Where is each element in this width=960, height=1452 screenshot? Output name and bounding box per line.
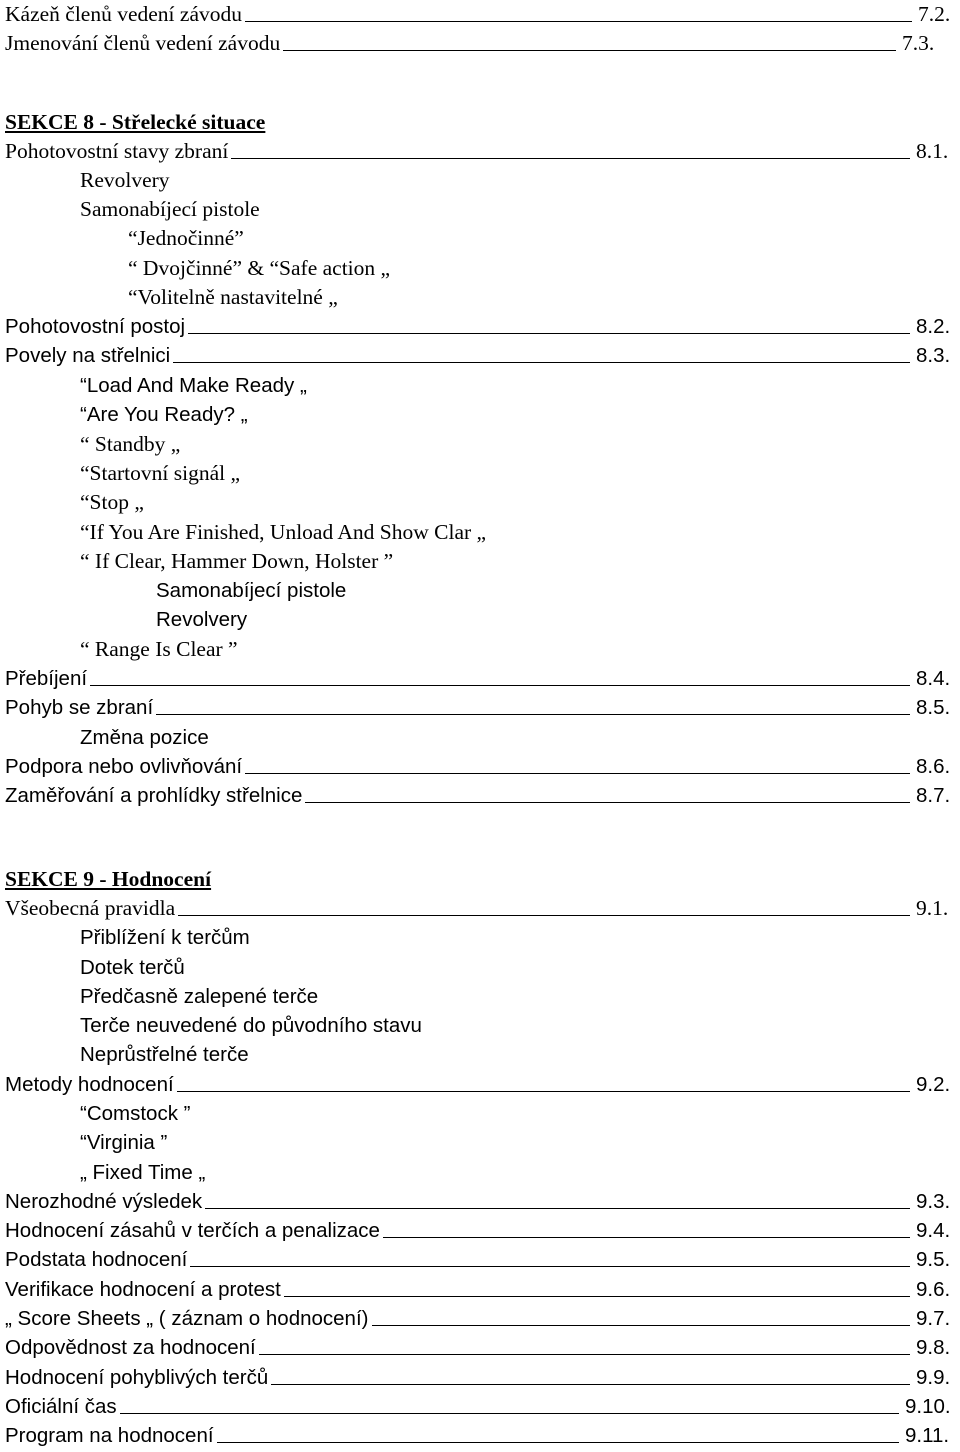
toc-entry [0,312,960,341]
toc-entry-title: Hodnocení pohyblivých terčů [5,1366,269,1389]
toc-entry-title: “Stop „ [80,490,144,514]
toc-entry-title: Jmenování členů vedení závodu [5,31,281,55]
toc-entry [0,781,960,810]
toc-entry-title: Terče neuvedené do původního stavu [80,1014,422,1037]
toc-entry-title: Program na hodnocení [5,1424,214,1447]
toc-entry-number: 9.6. [916,1278,951,1301]
leader-line [178,915,910,916]
toc-entry [0,1363,960,1392]
toc-entry-number: 9.10. [905,1395,951,1418]
toc-entry [0,0,960,29]
toc-entry [0,1070,960,1099]
toc-entry-title: „ Score Sheets „ ( záznam o hodnocení) [5,1307,369,1330]
toc-entry-title: Neprůstřelné terče [80,1043,249,1066]
toc-entry-title: Kázeň členů vedení závodu [5,2,242,26]
toc-entry-title: “ Dvojčinné” & “Safe action „ [128,256,391,280]
toc-subitem [0,982,960,1011]
toc-entry [0,137,960,166]
toc-entry-title: Samonabíjecí pistole [80,197,260,221]
toc-entry-title: Odpovědnost za hodnocení [5,1336,256,1359]
toc-entry-title: Metody hodnocení [5,1073,174,1096]
toc-entry [0,1304,960,1333]
toc-subitem [0,576,960,605]
toc-entry-number: 8.7. [916,784,951,807]
toc-entry [0,1216,960,1245]
toc-entry-title: “Comstock ” [80,1102,191,1125]
section-heading-text: SEKCE 9 - Hodnocení [5,867,212,891]
toc-entry-number: 9.3. [916,1190,951,1213]
toc-subitem [0,283,960,312]
toc-entry-title: Podpora nebo ovlivňování [5,755,243,778]
leader-line [284,1296,910,1297]
toc-entry-title: „ Fixed Time „ [80,1161,206,1184]
toc-subitem [0,224,960,253]
toc-entry-number: 8.5. [916,696,951,719]
toc-entry-number: 9.4. [916,1219,951,1242]
toc-subitem [0,400,960,429]
toc-entry [0,1187,960,1216]
toc-subitem [0,605,960,634]
leader-line [231,158,910,159]
toc-entry-number: 9.5. [916,1248,951,1271]
toc-subitem [0,166,960,195]
toc-subitem [0,254,960,283]
toc-entry-title: “Are You Ready? „ [80,403,248,426]
toc-subitem [0,1099,960,1128]
toc-entry [0,341,960,370]
leader-line [90,685,910,686]
toc-entry-number: 9.8. [916,1336,951,1359]
toc-entry [0,29,960,58]
toc-entry-number: 8.3. [916,344,951,367]
toc-entry-title: Pohotovostní postoj [5,315,186,338]
toc-entry-title: “ Range Is Clear ” [80,637,238,661]
toc-entry-title: Dotek terčů [80,956,185,979]
toc-entry-title: Revolvery [80,168,170,192]
toc-entry-title: Hodnocení zásahů v terčích a penalizace [5,1219,380,1242]
leader-line [372,1325,910,1326]
toc-entry [0,752,960,781]
toc-entry-title: “Startovní signál „ [80,461,241,485]
toc-subitem [0,635,960,664]
toc-subitem [0,371,960,400]
toc-entry-title: “Volitelně nastavitelné „ [128,285,338,309]
toc-entry-title: Změna pozice [80,726,209,749]
toc-entry-number: 9.1. [916,896,949,920]
toc-entry-title: Povely na střelnici [5,344,171,367]
toc-subitem [0,459,960,488]
toc-entry [0,1392,960,1421]
toc-entry [0,1333,960,1362]
toc-entry-title: “If You Are Finished, Unload And Show Clar „ [80,520,487,544]
toc-entry-number: 8.2. [916,315,951,338]
toc-entry-title: Přiblížení k terčům [80,926,250,949]
section-heading [0,108,960,137]
toc-entry-title: Přebíjení [5,667,88,690]
toc-entry-title: Oficiální čas [5,1395,117,1418]
leader-line [383,1237,910,1238]
toc-subitem [0,723,960,752]
toc-entry-title: Pohyb se zbraní [5,696,154,719]
leader-line [305,802,910,803]
toc-subitem [0,430,960,459]
toc-entry-title: Revolvery [156,608,248,631]
toc-entry [0,1245,960,1274]
toc-entry [0,1421,960,1450]
toc-subitem [0,488,960,517]
toc-entry-number: 9.11. [905,1424,950,1447]
toc-subitem [0,923,960,952]
toc-entry [0,664,960,693]
leader-line [259,1354,910,1355]
toc-entry-number: 9.2. [916,1073,951,1096]
toc-entry-number: 7.3. [902,31,935,55]
leader-line [245,773,910,774]
toc-entry-number: 9.7. [916,1307,951,1330]
leader-line [217,1442,899,1443]
toc-entry-number: 7.2. [918,2,951,26]
toc-subitem [0,1128,960,1157]
leader-line [190,1266,910,1267]
toc-entry-title: Podstata hodnocení [5,1248,188,1271]
toc-entry-title: “Jednočinné” [128,226,244,250]
leader-line [120,1413,899,1414]
toc-entry [0,894,960,923]
leader-line [205,1208,910,1209]
toc-subitem [0,953,960,982]
leader-line [283,50,896,51]
section-heading [0,865,960,894]
leader-line [177,1091,910,1092]
leader-line [188,333,910,334]
leader-line [271,1384,910,1385]
section-heading-text: SEKCE 8 - Střelecké situace [5,110,266,134]
toc-entry-title: “Load And Make Ready „ [80,374,307,397]
toc-entry-number: 9.9. [916,1366,951,1389]
toc-entry-title: Předčasně zalepené terče [80,985,319,1008]
toc-entry-number: 8.4. [916,667,951,690]
toc-entry-title: Samonabíjecí pistole [156,579,347,602]
toc-entry-number: 8.1. [916,139,949,163]
toc-entry-title: “ If Clear, Hammer Down, Holster ” [80,549,394,573]
toc-entry-title: Pohotovostní stavy zbraní [5,139,229,163]
toc-subitem [0,1040,960,1069]
toc-entry-title: Všeobecná pravidla [5,896,176,920]
leader-line [156,714,910,715]
toc-entry-title: Verifikace hodnocení a protest [5,1278,281,1301]
leader-line [173,362,910,363]
toc-entry-title: “Virginia ” [80,1131,168,1154]
toc-entry-number: 8.6. [916,755,951,778]
toc-subitem [0,547,960,576]
leader-line [245,21,912,22]
toc-entry-title: “ Standby „ [80,432,181,456]
toc-entry [0,693,960,722]
toc-entry [0,1275,960,1304]
toc-entry-title: Nerozhodné výsledek [5,1190,203,1213]
toc-subitem [0,195,960,224]
toc-subitem [0,1158,960,1187]
toc-entry-title: Zaměřování a prohlídky střelnice [5,784,303,807]
toc-subitem [0,1011,960,1040]
toc-subitem [0,518,960,547]
